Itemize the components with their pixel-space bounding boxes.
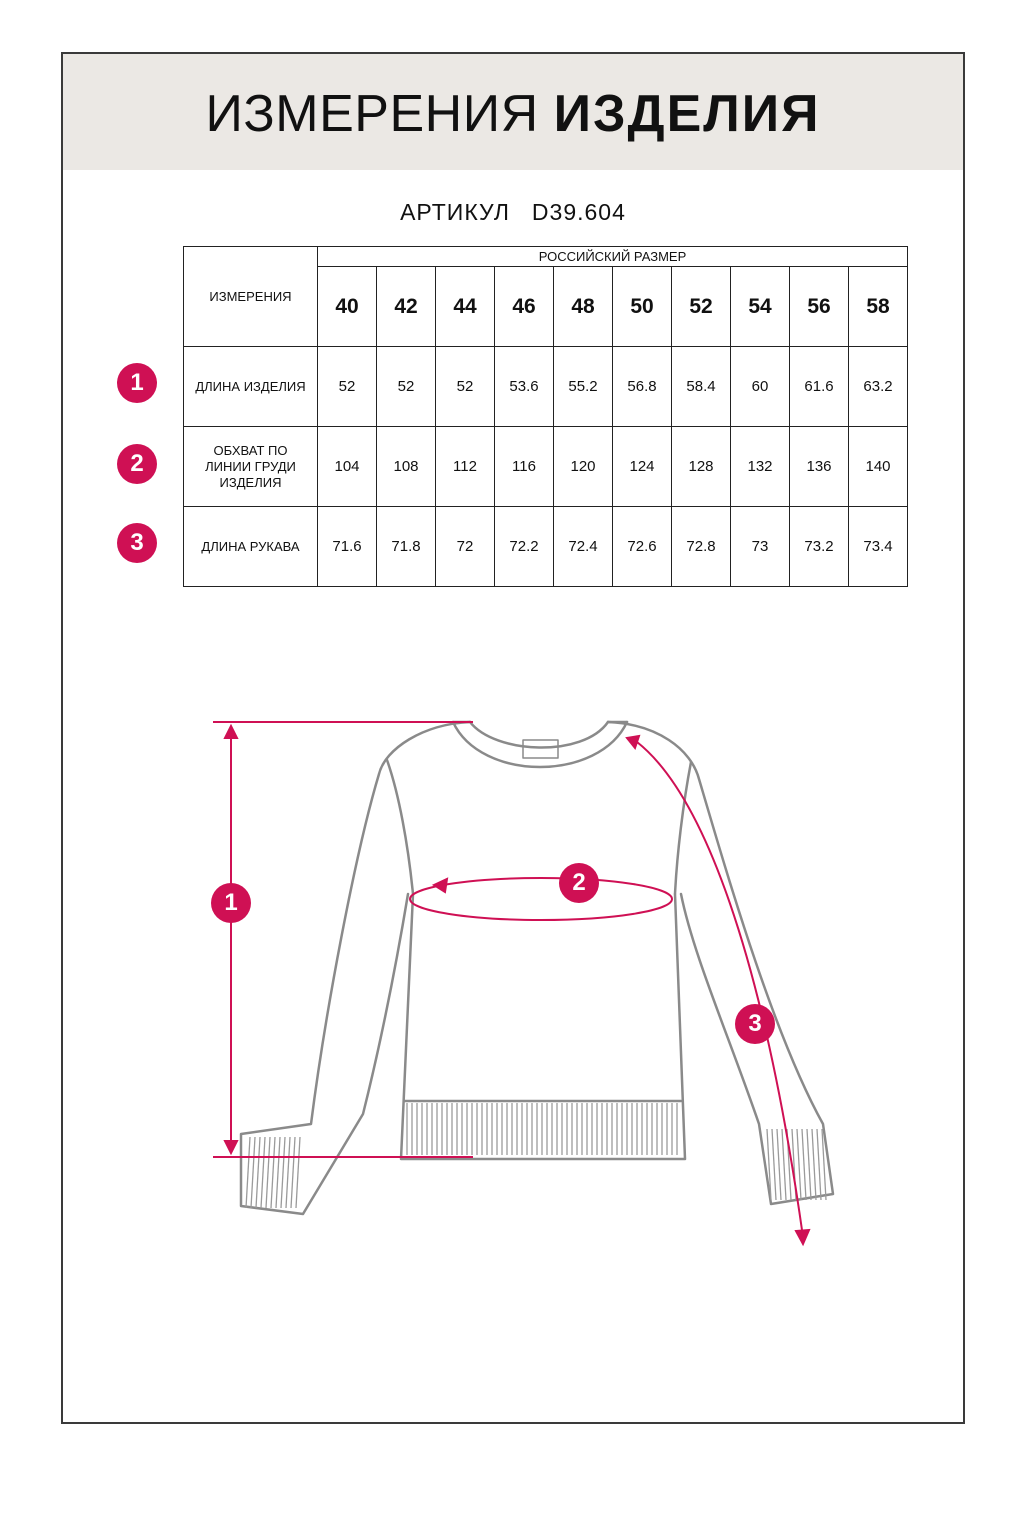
value-cell: 72.4 <box>554 507 613 587</box>
value-cell: 72 <box>436 507 495 587</box>
rib-hatching <box>246 1103 826 1208</box>
length-measure <box>213 722 473 1157</box>
value-cell: 116 <box>495 427 554 507</box>
article-label: АРТИКУЛ <box>400 199 510 225</box>
size-chart-frame <box>61 52 965 1424</box>
value-cell: 73.4 <box>849 507 908 587</box>
value-cell: 63.2 <box>849 347 908 427</box>
title-bold: ИЗДЕЛИЯ <box>553 85 821 143</box>
size-cell: 48 <box>554 267 613 347</box>
value-cell: 61.6 <box>790 347 849 427</box>
value-cell: 56.8 <box>613 347 672 427</box>
value-cell: 73 <box>731 507 790 587</box>
row-label: ОБХВАТ ПО ЛИНИИ ГРУДИ ИЗДЕЛИЯ <box>184 427 318 507</box>
sweater-diagram <box>63 54 963 1422</box>
size-cell: 42 <box>377 267 436 347</box>
row-number-badge: 2 <box>117 444 157 484</box>
value-cell: 112 <box>436 427 495 507</box>
size-cell: 54 <box>731 267 790 347</box>
title-light: ИЗМЕРЕНИЯ <box>205 85 539 143</box>
value-cell: 71.6 <box>318 507 377 587</box>
value-cell: 72.6 <box>613 507 672 587</box>
value-cell: 55.2 <box>554 347 613 427</box>
value-cell: 124 <box>613 427 672 507</box>
value-cell: 72.8 <box>672 507 731 587</box>
value-cell: 140 <box>849 427 908 507</box>
size-cell: 52 <box>672 267 731 347</box>
value-cell: 136 <box>790 427 849 507</box>
value-cell: 73.2 <box>790 507 849 587</box>
value-cell: 108 <box>377 427 436 507</box>
size-cell: 50 <box>613 267 672 347</box>
article-code: D39.604 <box>531 199 626 225</box>
sleeve-marker: 3 <box>735 1004 775 1044</box>
length-marker: 1 <box>211 883 251 923</box>
row-label: ДЛИНА РУКАВА <box>184 507 318 587</box>
value-cell: 72.2 <box>495 507 554 587</box>
size-cell: 46 <box>495 267 554 347</box>
row-number-badge: 1 <box>117 363 157 403</box>
value-cell: 132 <box>731 427 790 507</box>
size-group-header: РОССИЙСКИЙ РАЗМЕР <box>318 247 908 267</box>
size-cell: 40 <box>318 267 377 347</box>
size-cell: 58 <box>849 267 908 347</box>
value-cell: 60 <box>731 347 790 427</box>
value-cell: 71.8 <box>377 507 436 587</box>
value-cell: 52 <box>318 347 377 427</box>
size-cell: 44 <box>436 267 495 347</box>
value-cell: 128 <box>672 427 731 507</box>
value-cell: 120 <box>554 427 613 507</box>
sleeve-measure <box>627 736 809 1244</box>
row-label: ДЛИНА ИЗДЕЛИЯ <box>184 347 318 427</box>
value-cell: 58.4 <box>672 347 731 427</box>
measurements-header: ИЗМЕРЕНИЯ <box>184 247 318 347</box>
value-cell: 104 <box>318 427 377 507</box>
chest-measure <box>410 878 672 920</box>
value-cell: 52 <box>377 347 436 427</box>
value-cell: 53.6 <box>495 347 554 427</box>
chest-marker: 2 <box>559 863 599 903</box>
row-number-badge: 3 <box>117 523 157 563</box>
size-cell: 56 <box>790 267 849 347</box>
value-cell: 52 <box>436 347 495 427</box>
